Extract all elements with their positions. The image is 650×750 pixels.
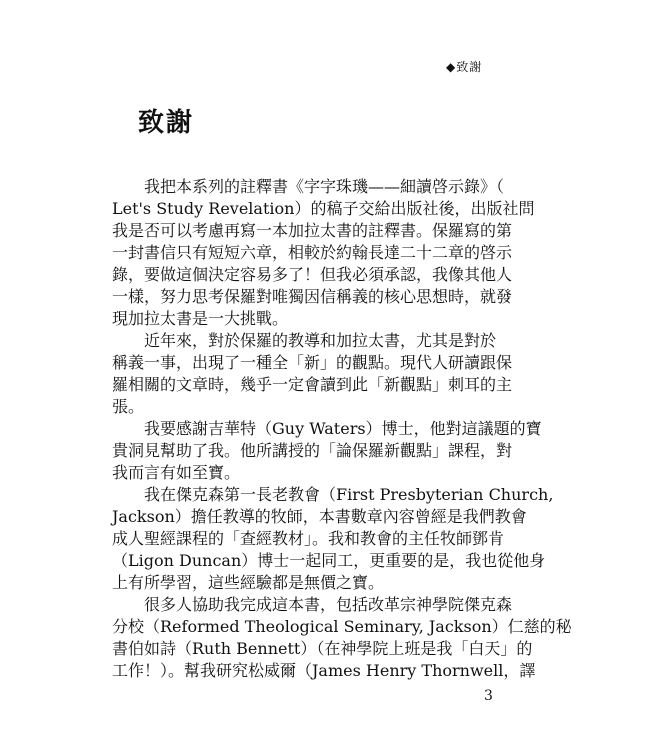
text-line: 一封書信只有短短六章，相較於約翰長達二十二章的啓示	[112, 243, 513, 262]
running-head: ◆致謝	[446, 60, 483, 74]
text-line: 現加拉太書是一大挑戰。	[112, 309, 289, 328]
text-line: 稱義一事，出現了一種全「新」的觀點。現代人研讀跟保	[112, 353, 513, 372]
text-line: 我要感謝吉華特（Guy Waters）博士，他對這議題的寶	[144, 419, 542, 438]
text-line: 我在傑克森第一長老教會（First Presbyterian Church,	[144, 485, 554, 504]
text-line: 書伯如詩（Ruth Bennett）（在神學院上班是我「白天」的	[112, 639, 533, 658]
text-line: 張。	[112, 397, 145, 416]
text-line: 我把本系列的註釋書《字字珠璣——細讀啓示錄》（	[144, 177, 505, 196]
text-line: 成人聖經課程的「查經教材」。我和教會的主任牧師鄧肯	[112, 529, 505, 548]
text-line: 我而言有如至寶。	[112, 463, 241, 482]
text-line: 分校（Reformed Theological Seminary, Jackson）仁慈的秘	[112, 617, 572, 636]
paragraph	[112, 418, 542, 484]
text-line: 我是否可以考慮再寫一本加拉太書的註釋書。保羅寫的第	[112, 221, 513, 240]
text-line: Let's Study Revelation）的稿子交給出版社後，出版社問	[112, 199, 535, 218]
text-line: Jackson）擔任教導的牧師，本書數章內容曾經是我們教會	[112, 507, 527, 526]
page-title: 致謝	[138, 108, 195, 138]
paragraph	[112, 330, 513, 418]
text-line: 羅相關的文章時，幾乎一定會讀到此「新觀點」刺耳的主	[112, 375, 513, 394]
page-number: 3	[484, 688, 493, 704]
text-line: 近年來，對於保羅的教導和加拉太書，尤其是對於	[144, 331, 497, 350]
paragraph	[112, 594, 572, 682]
text-line: 工作！）。幫我研究松威爾（James Henry Thornwell，譯	[112, 661, 536, 680]
paragraph	[112, 176, 535, 330]
text-line: （Ligon Duncan）博士一起同工，更重要的是，我也從他身	[112, 551, 546, 570]
paragraph	[112, 484, 554, 594]
text-line: 上有所學習，這些經驗都是無價之寶。	[112, 573, 385, 592]
text-line: 錄，要做這個決定容易多了！但我必須承認，我像其他人	[112, 265, 513, 284]
text-line: 很多人協助我完成這本書，包括改革宗神學院傑克森	[144, 595, 513, 614]
text-line: 貴洞見幫助了我。他所講授的「論保羅新觀點」課程，對	[112, 441, 513, 460]
body-text	[112, 176, 572, 682]
text-line: 一樣，努力思考保羅對唯獨因信稱義的核心思想時，就發	[112, 287, 513, 306]
